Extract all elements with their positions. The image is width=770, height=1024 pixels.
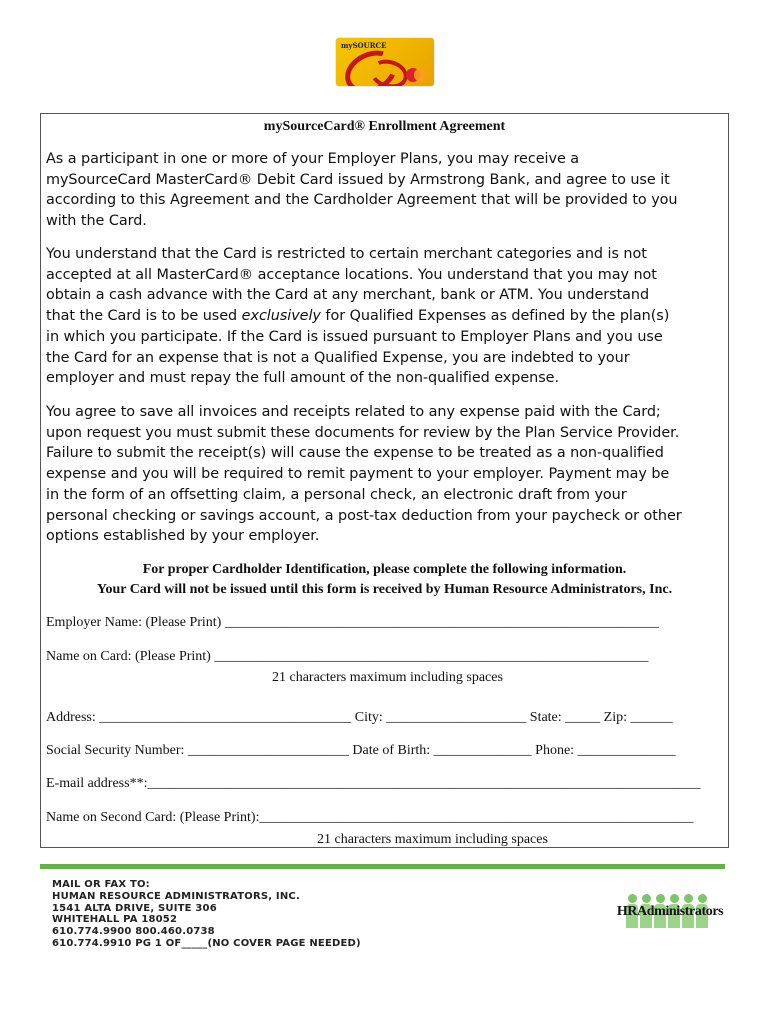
address-row-fields[interactable]: Address: ____________________________________ City: ____________________ State: _____ Zip: ______ (46, 710, 673, 725)
mail-line: WHITEHALL PA 18052 (52, 914, 178, 926)
second-card-name-field[interactable]: Name on Second Card: (Please Print):______________________________________________________________ (46, 810, 694, 825)
paragraph-restrictions (46, 244, 726, 389)
mail-line: HUMAN RESOURCE ADMINISTRATORS, INC. (52, 890, 300, 902)
paragraph-restrictions-text-end: for Qualified Expenses as defined by the plan(s) in which you participate. If the Card is issued pursuant to Employer Plans and you use the Card for an expense that is not a Qualified Expense, you are indebted to your employer and must repay the full amount of the non-qualified expense. (46, 308, 670, 387)
hr-administrators-logo (616, 890, 724, 930)
mastercard-logo-icon (406, 68, 428, 82)
name-on-card-field[interactable]: Name on Card: (Please Print) ______________________________________________________________ (46, 649, 649, 664)
issuance-notice: Your Card will not be issued until this form is received by Human Resource Administrators, Inc. (96, 582, 673, 597)
agreement-title: mySourceCard® Enrollment Agreement (263, 119, 506, 134)
hra-logo-text: HRAdministrators (616, 904, 724, 919)
mysourcecard-logo (336, 38, 434, 86)
employer-name-field[interactable]: Employer Name: (Please Print) ______________________________________________________________ (46, 615, 659, 630)
mail-line: 610.774.9900 800.460.0738 (52, 926, 215, 938)
email-field[interactable]: E-mail address**:_______________________________________________________________________________ (46, 776, 701, 791)
card-brand-text: mySOURCE (341, 41, 387, 50)
paragraph-receipts: You agree to save all invoices and receipts related to any expense paid with the Card; upon request you must submit these documents for review by the Plan Service Provider. Failure to submit the receipt(s) will cause the expense to be treated as a non-qualified expense and you will be required to remit payment to your employer. Payment may be in the form of an offsetting claim, a personal check, an electronic draft from your personal checking or savings account, a post-tax deduction from your paycheck or other options established by your employer. (46, 404, 682, 545)
mail-line: 1541 ALTA DRIVE, SUITE 306 (52, 902, 217, 914)
char-limit-note-second: 21 characters maximum including spaces (317, 832, 548, 847)
mail-line: MAIL OR FAX TO: (52, 879, 150, 890)
agreement-box (40, 113, 729, 848)
identification-notice: For proper Cardholder Identification, please complete the following information. (142, 562, 627, 577)
paragraph-participation: As a participant in one or more of your Employer Plans, you may receive a mySourceCard MasterCard® Debit Card issued by Armstrong Bank, and agree to use it according to this Agreement and the Cardholder Agreement that will be provided to you with the Card. (46, 151, 678, 230)
char-limit-note: 21 characters maximum including spaces (272, 670, 503, 685)
footer-divider (40, 864, 725, 869)
ssn-dob-phone-fields[interactable]: Social Security Number: _______________________ Date of Birth: ______________ Phone: ______________ (46, 743, 676, 758)
mail-fax-address (52, 879, 361, 950)
mail-line: 610.774.9910 PG 1 OF_____(NO COVER PAGE NEEDED) (52, 937, 361, 949)
paragraph-restrictions-text: You understand that the Card is restricted to certain merchant categories and is not accepted at all MasterCard® acceptance locations. You understand that you may not obtain a cash advance with the Card at any merchant, bank or ATM. You understand that the Card is to be used (46, 246, 657, 325)
exclusively-emphasis: exclusively (241, 308, 321, 325)
